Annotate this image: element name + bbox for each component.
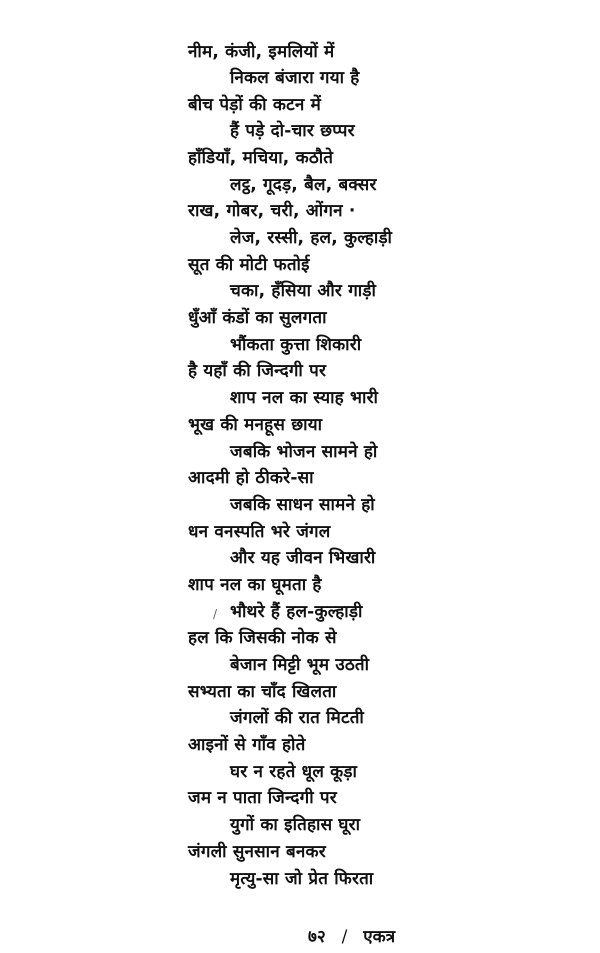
page-footer — [308, 924, 395, 947]
poem-line: हैं पड़े दो-चार छप्पर — [230, 121, 355, 141]
poem-line: शाप नल का घूमता है — [188, 575, 322, 595]
poem-line: आइनों से गाँव होते — [188, 735, 306, 755]
poem-line: है यहाँ की जिन्दगी पर — [188, 361, 327, 381]
poem-line: आदमी हो ठीकरे-सा — [188, 468, 314, 488]
poem-line: लट्ठ, गूदड़, बैल, बक्सर — [230, 175, 377, 195]
poem-line: घर न रहते धूल कूड़ा — [230, 762, 358, 782]
poem-line: जबकि साधन सामने हो — [230, 495, 375, 515]
poem-line: बीच पेड़ों की कटन में — [188, 95, 322, 115]
poem-line: चका, हँसिया और गाड़ी — [230, 281, 377, 301]
footer-separator: / — [341, 927, 348, 947]
poem-line: भूख की मनहूस छाया — [188, 415, 323, 435]
poem-line: जंगली सुनसान बनकर — [188, 842, 326, 862]
poem-line: राख, गोबर, चरी, ओंगन · — [188, 201, 356, 221]
poem-line: भौंकता कुत्ता शिकारी — [230, 335, 362, 355]
poem-line: जबकि भोजन सामने हो — [230, 442, 378, 462]
poem-line: निकल बंजारा गया है — [230, 68, 360, 88]
poem-line: और यह जीवन भिखारी — [230, 548, 376, 568]
poem-line: लेज, रस्सी, हल, कुल्हाड़ी — [230, 228, 393, 248]
poem-line: जम न पाता जिन्दगी पर — [188, 788, 337, 808]
poem-line: नीम, कंजी, इमलियों में — [188, 42, 335, 62]
poem-line: भौथरे हैं हल-कुल्हाड़ी — [230, 602, 363, 622]
book-title: एकत्र — [363, 927, 396, 947]
poem-line: सूत की मोटी फतोई — [188, 255, 310, 275]
poem-line: युगों का इतिहास घूरा — [230, 815, 361, 835]
poem-line: बेजान मिट्टी भूम उठती — [230, 655, 370, 675]
poem-line: हाँडियाँ, मचिया, कठौते — [188, 148, 334, 168]
poem-line: धुँआँ कंडों का सुलगता — [188, 308, 327, 328]
poem-line: जंगलों की रात मिटती — [230, 708, 365, 728]
poem-line: मृत्यु-सा जो प्रेत फिरता — [230, 869, 374, 889]
page-number: ७२ — [308, 927, 326, 947]
poem-line: हल कि जिसकी नोक से — [188, 628, 337, 648]
poem-line: धन वनस्पति भरे जंगल — [188, 522, 331, 542]
poem-line: शाप नल का स्याह भारी — [230, 388, 379, 408]
print-speck: / — [213, 607, 218, 621]
poem-line: सभ्यता का चाँद खिलता — [188, 682, 337, 702]
